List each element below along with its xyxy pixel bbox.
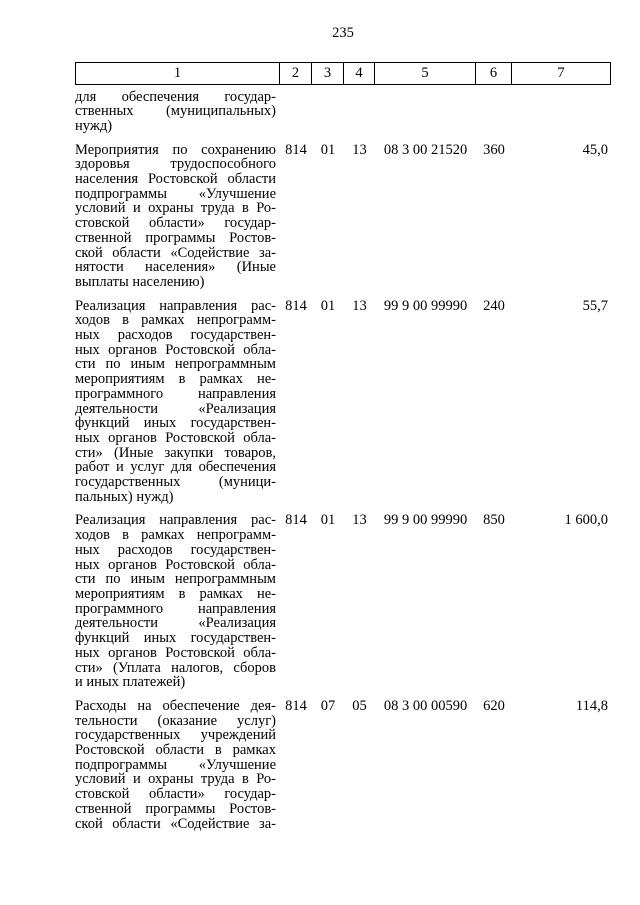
column-2-cell: 814	[285, 697, 307, 714]
table-row	[75, 143, 611, 290]
description-line: программного направления	[75, 385, 276, 402]
table-row	[75, 90, 611, 134]
description-line: ных органов Ростовской обла-	[75, 644, 276, 661]
column-3-cell: 01	[320, 512, 336, 529]
description-line: ных расходов государствен-	[75, 541, 276, 558]
column-2-cell	[280, 90, 312, 134]
description-line: условий и охраны труда в Ро-	[75, 200, 276, 217]
description-line: подпрограммы «Улучшение	[75, 185, 276, 202]
column-6-cell	[476, 90, 512, 134]
description-cell	[75, 143, 276, 290]
description-line: сти по иным непрограммным	[75, 356, 276, 373]
table-header	[75, 62, 611, 85]
description-line: ных расходов государствен-	[75, 326, 276, 343]
description-line: ственных (муниципальных)	[75, 103, 276, 120]
description-line: тельности (оказание услуг)	[75, 712, 276, 729]
description-line: функций иных государствен-	[75, 415, 276, 432]
column-3-cell: 01	[320, 297, 336, 314]
description-line: нятости населения» (Иные	[75, 259, 276, 276]
description-line: ных органов Ростовской обла-	[75, 341, 276, 358]
header-cell-4: 4	[344, 63, 375, 84]
description-line: работ и услуг для обеспечения	[75, 459, 276, 476]
column-5-cell: 99 9 00 99990	[383, 297, 468, 314]
header-cell-5: 5	[375, 63, 476, 84]
header-cell-6: 6	[476, 63, 512, 84]
column-7-cell: 55,7	[582, 297, 608, 314]
header-cell-1: 1	[76, 63, 280, 84]
table-row	[75, 299, 611, 505]
table-row	[75, 513, 611, 690]
description-line: ской области «Содействие за-	[75, 244, 276, 261]
description-line: подпрограммы «Улучшение	[75, 756, 276, 773]
description-line: условий и охраны труда в Ро-	[75, 771, 276, 788]
column-3-cell	[312, 90, 344, 134]
header-cell-3: 3	[312, 63, 344, 84]
column-4-cell: 05	[352, 697, 367, 714]
column-7-cell	[512, 90, 611, 134]
budget-table	[75, 62, 611, 840]
description-line: функций иных государствен-	[75, 630, 276, 647]
description-line: стовской области» государ-	[75, 786, 276, 803]
column-5-cell: 99 9 00 99990	[383, 512, 468, 529]
description-line: ходов в рамках непрограмм-	[75, 312, 276, 329]
column-3-cell: 01	[320, 141, 336, 158]
description-line: нужд)	[75, 118, 113, 135]
description-line: ных органов Ростовской обла-	[75, 430, 276, 446]
description-line: здоровья трудоспособного	[75, 156, 276, 173]
description-line: программного направления	[75, 600, 276, 617]
column-5-cell: 08 3 00 00590	[383, 697, 468, 714]
column-2-cell: 814	[285, 512, 307, 529]
page-number: 235	[332, 25, 354, 41]
description-line: Реализация направления рас-	[75, 512, 276, 529]
description-cell	[75, 699, 276, 831]
column-2-cell: 814	[285, 297, 307, 314]
description-line: ных органов Ростовской обла-	[75, 556, 276, 573]
description-line: ской области «Содействие за-	[75, 815, 276, 832]
table-row	[75, 699, 611, 831]
table-body	[75, 85, 611, 831]
column-4-cell: 13	[352, 512, 367, 529]
description-line: пальных) нужд)	[75, 488, 174, 505]
description-line: деятельности «Реализация	[75, 400, 276, 417]
description-cell	[75, 299, 276, 505]
description-line: сти» (Иные закупки товаров,	[75, 444, 276, 461]
column-7-cell: 1 600,0	[564, 512, 608, 529]
column-3-cell: 07	[320, 697, 336, 714]
description-line: ственной программы Ростов-	[75, 229, 276, 246]
description-line: стовской области» государ-	[75, 215, 276, 232]
column-4-cell: 13	[352, 141, 367, 158]
header-cell-7: 7	[512, 63, 611, 84]
column-7-cell: 45,0	[582, 141, 608, 158]
description-line: государственных (муници-	[75, 474, 276, 491]
description-cell	[75, 90, 276, 134]
description-line: сти» (Уплата налогов, сборов	[75, 659, 276, 676]
description-line: населения Ростовской области	[75, 170, 276, 187]
description-line: Реализация направления рас-	[75, 297, 276, 314]
description-line: и иных платежей)	[75, 674, 186, 691]
description-line: сти по иным непрограммным	[75, 571, 276, 588]
description-line: для обеспечения государ-	[75, 88, 276, 105]
column-6-cell: 620	[483, 697, 505, 714]
description-line: мероприятиям в рамках не-	[75, 585, 276, 602]
description-line: деятельности «Реализация	[75, 615, 276, 632]
column-4-cell	[344, 90, 375, 134]
header-cell-2: 2	[280, 63, 312, 84]
description-line: мероприятиям в рамках не-	[75, 371, 276, 388]
column-2-cell: 814	[285, 141, 307, 158]
column-4-cell: 13	[352, 297, 367, 314]
column-5-cell: 08 3 00 21520	[383, 141, 468, 158]
description-line: ственной программы Ростов-	[75, 800, 276, 817]
column-6-cell: 240	[483, 297, 505, 314]
column-5-cell	[375, 90, 476, 134]
description-line: Ростовской области в рамках	[75, 741, 276, 758]
description-line: Расходы на обеспечение дея-	[75, 697, 276, 714]
description-cell	[75, 513, 276, 690]
column-7-cell: 114,8	[575, 697, 608, 714]
description-line: выплаты населению)	[75, 274, 205, 291]
column-6-cell: 850	[483, 512, 505, 529]
column-6-cell: 360	[483, 141, 505, 158]
description-line: Мероприятия по сохранению	[75, 141, 276, 158]
description-line: ходов в рамках непрограмм-	[75, 527, 276, 544]
description-line: государственных учреждений	[75, 727, 276, 744]
